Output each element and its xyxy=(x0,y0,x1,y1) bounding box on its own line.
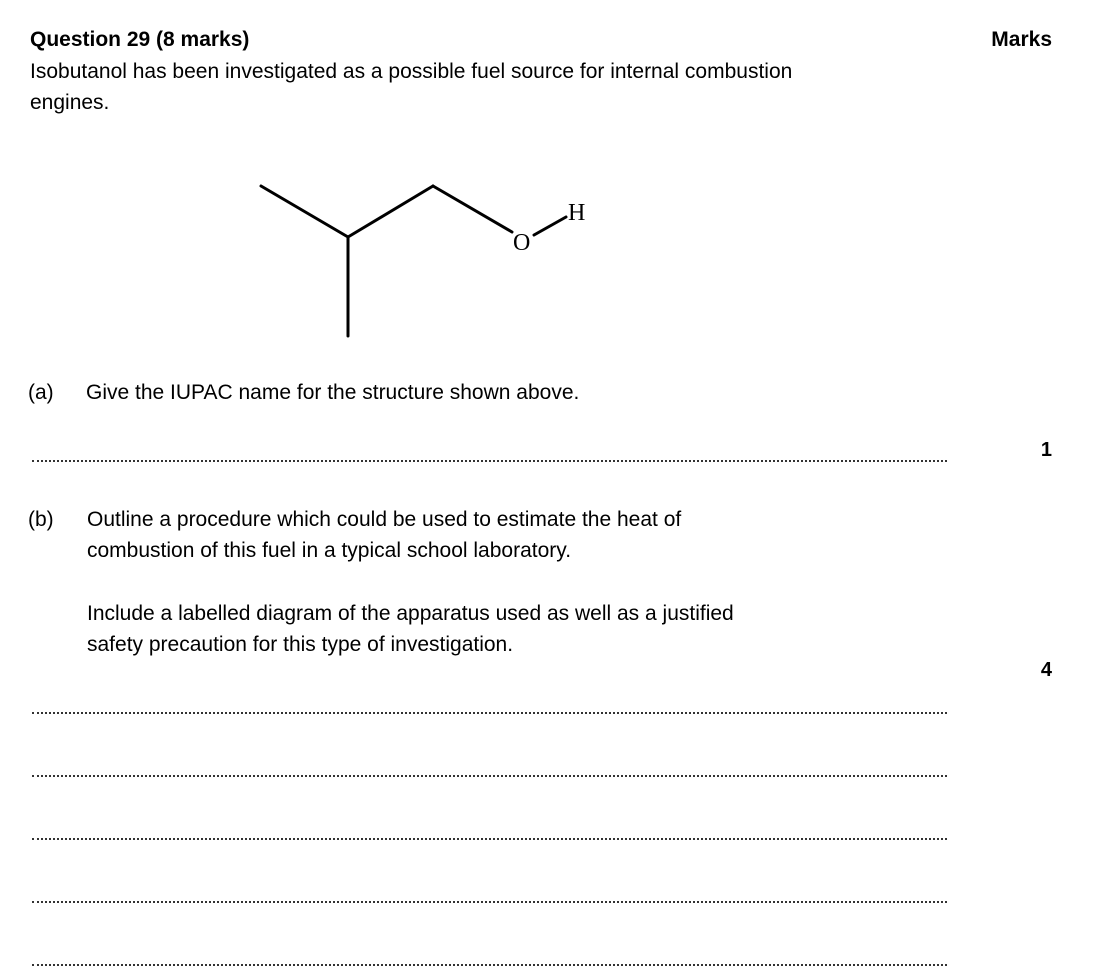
hydrogen-atom-label: H xyxy=(568,200,586,226)
bond-ch2-o xyxy=(433,186,512,232)
bond-methyl-left xyxy=(261,186,348,237)
question-heading: Question 29 (8 marks) xyxy=(30,28,250,51)
part-b-question xyxy=(87,504,734,660)
part-b-line-1: Outline a procedure which could be used to estimate the heat of xyxy=(87,508,682,531)
bond-ch-ch2 xyxy=(348,186,433,237)
part-b-answer-line-2[interactable] xyxy=(32,775,947,777)
bond-o-h xyxy=(534,217,566,235)
part-b-answer-line-5[interactable] xyxy=(32,964,947,966)
part-b-label: (b) xyxy=(28,508,54,531)
marks-column-header: Marks xyxy=(991,28,1052,51)
part-a-label: (a) xyxy=(28,381,54,404)
part-b-line-4: safety precaution for this type of investigation. xyxy=(87,633,514,656)
part-a-marks: 1 xyxy=(1040,439,1052,461)
intro-line-1: Isobutanol has been investigated as a possible fuel source for internal combustion xyxy=(30,60,793,83)
part-b-answer-line-4[interactable] xyxy=(32,901,947,903)
oxygen-atom-label: O xyxy=(513,230,531,256)
part-b-answer-line-3[interactable] xyxy=(32,838,947,840)
intro-line-2: engines. xyxy=(30,91,110,114)
part-b-answer-line-1[interactable] xyxy=(32,712,947,714)
part-a-question: Give the IUPAC name for the structure shown above. xyxy=(86,381,580,404)
part-b-line-2: combustion of this fuel in a typical school laboratory. xyxy=(87,539,572,562)
part-b-line-3: Include a labelled diagram of the apparatus used as well as a justified xyxy=(87,602,734,625)
part-a-answer-line[interactable] xyxy=(32,460,947,462)
isobutanol-structure-diagram xyxy=(0,0,1104,360)
part-b-marks: 4 xyxy=(1040,659,1052,681)
